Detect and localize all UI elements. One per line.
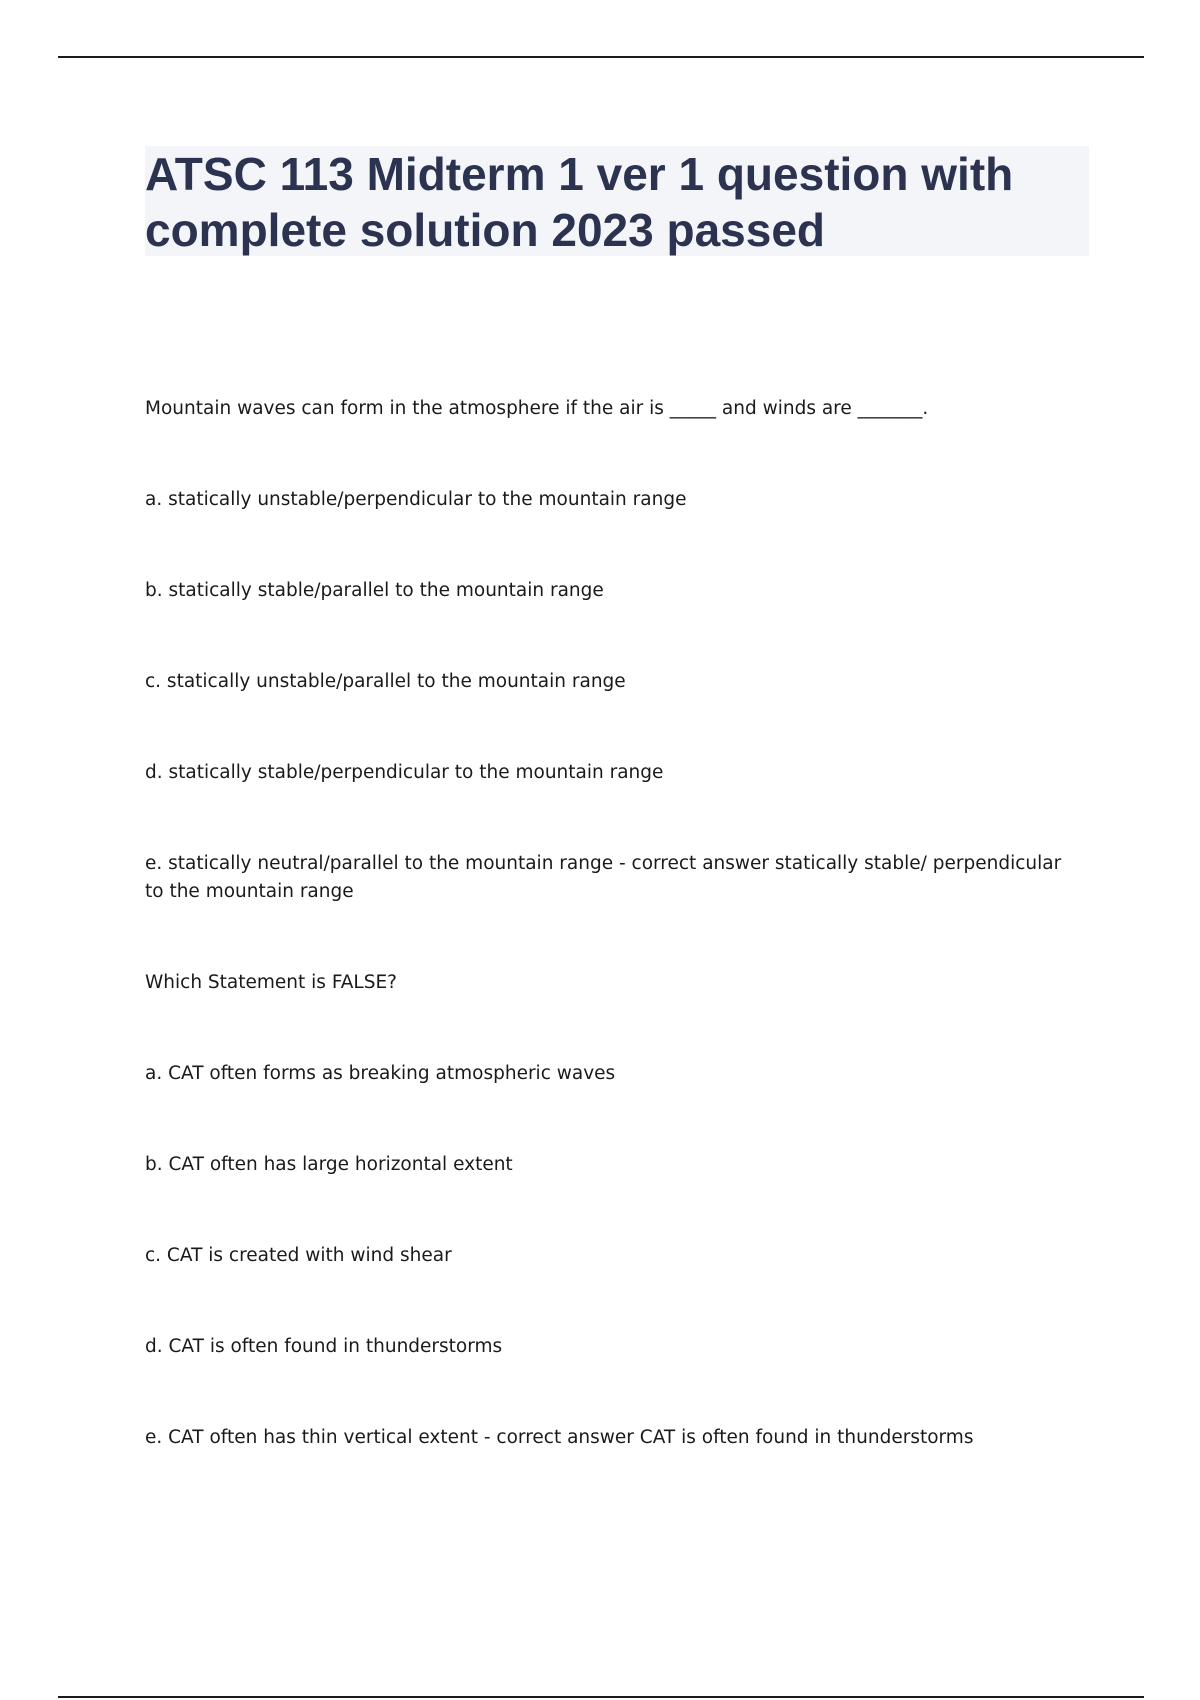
question-1-text: Mountain waves can form in the atmosphere if the air is _____ and winds are _______. bbox=[145, 398, 929, 419]
question-2-option-e: e. CAT often has thin vertical extent - correct answer CAT is often found in thunderstorms bbox=[145, 1427, 974, 1448]
question-1-option-b: b. statically stable/parallel to the mountain range bbox=[145, 580, 604, 601]
question-2-option-c: c. CAT is created with wind shear bbox=[145, 1245, 452, 1266]
document-title: ATSC 113 Midterm 1 ver 1 question with complete solution 2023 passed bbox=[145, 148, 1014, 256]
question-1-option-d: d. statically stable/perpendicular to the mountain range bbox=[145, 762, 664, 783]
top-divider bbox=[58, 56, 1144, 58]
question-2-option-b: b. CAT often has large horizontal extent bbox=[145, 1154, 513, 1175]
document-body bbox=[145, 395, 1070, 1452]
question-1-option-e: e. statically neutral/parallel to the mountain range - correct answer statically stable/ perpendicular to the mountain range bbox=[145, 853, 1062, 902]
question-2-option-d: d. CAT is often found in thunderstorms bbox=[145, 1336, 503, 1357]
question-2-option-a: a. CAT often forms as breaking atmospheric waves bbox=[145, 1063, 616, 1084]
question-1-option-c: c. statically unstable/parallel to the mountain range bbox=[145, 671, 626, 692]
question-2-text: Which Statement is FALSE? bbox=[145, 972, 397, 993]
bottom-divider bbox=[58, 1696, 1144, 1698]
question-1-option-a: a. statically unstable/perpendicular to the mountain range bbox=[145, 489, 687, 510]
